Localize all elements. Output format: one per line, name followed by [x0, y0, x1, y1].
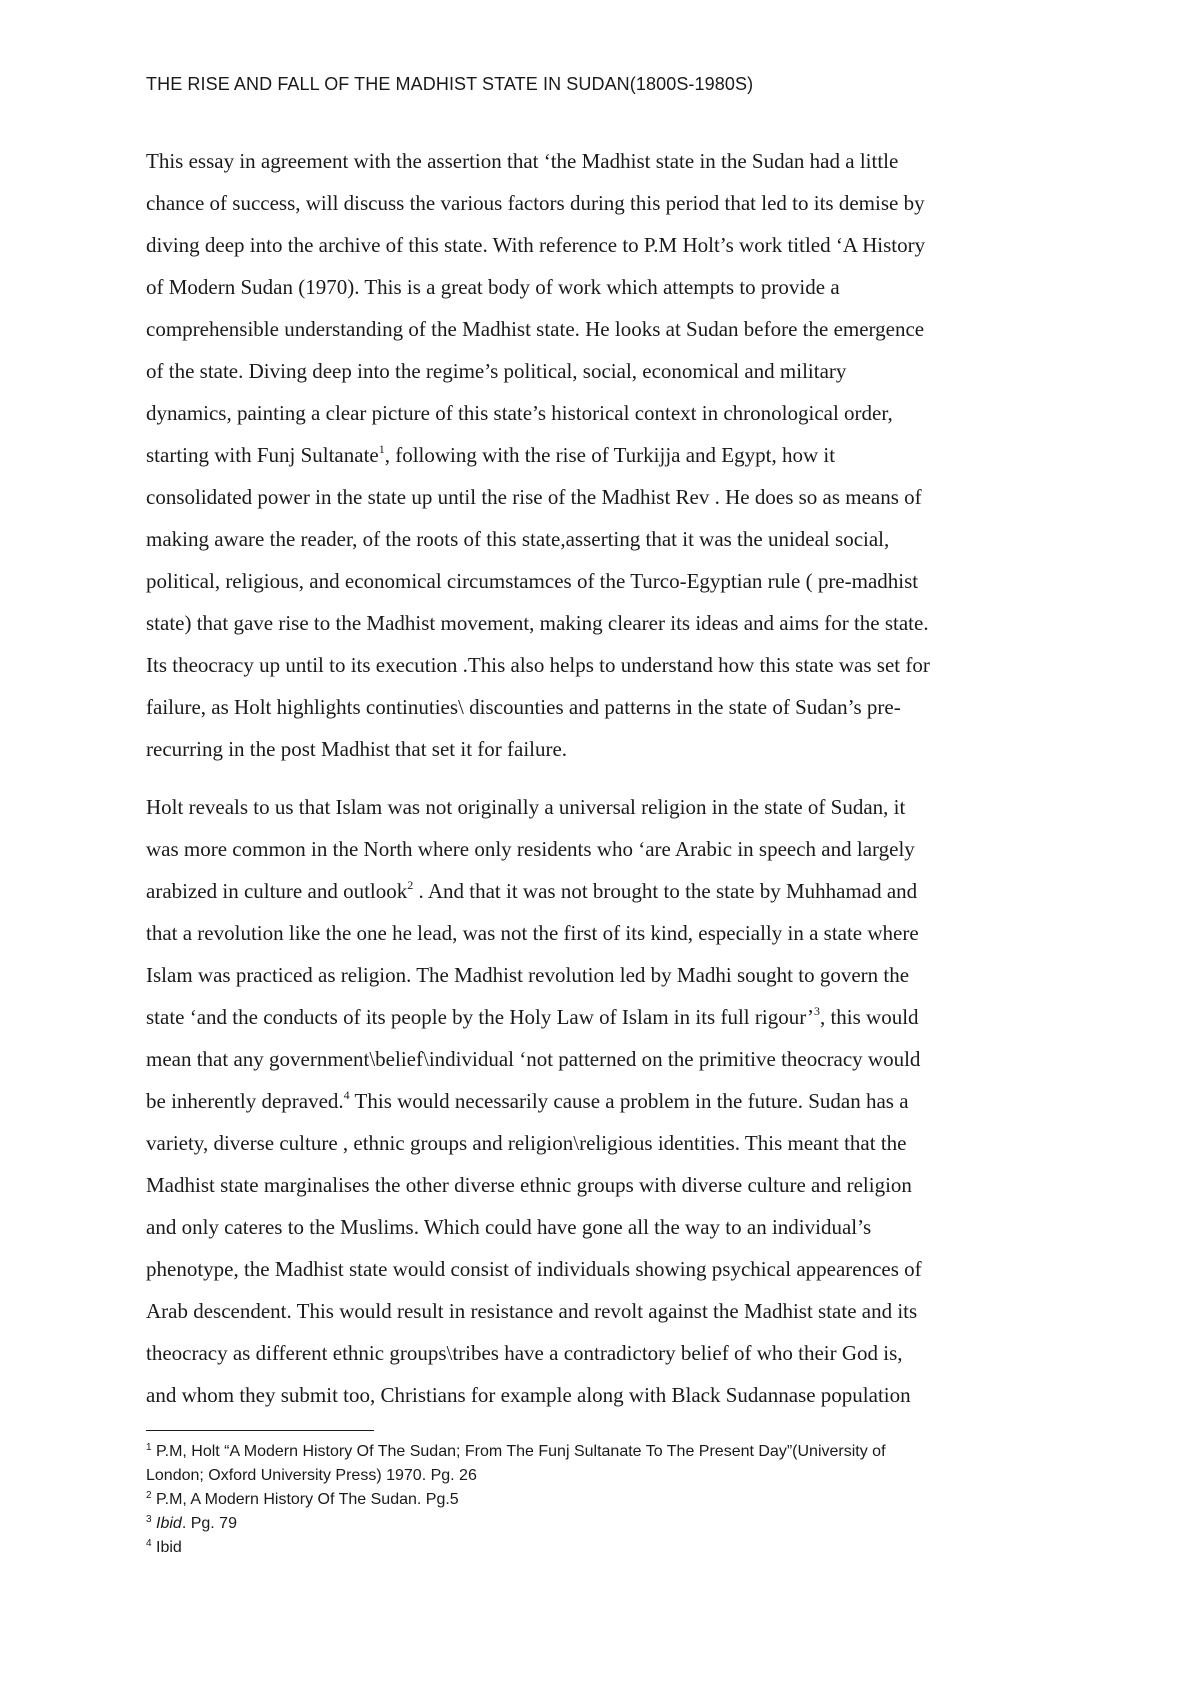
text-line: chance of success, will discuss the various factors during this period that led to its demise by — [146, 191, 925, 215]
footnote-reference[interactable]: 4 — [343, 1088, 350, 1102]
text-line: of the state. Diving deep into the regime’s political, social, economical and military — [146, 359, 847, 383]
text-line: was more common in the North where only residents who ‘are Arabic in speech and largely — [146, 837, 915, 861]
footnote-ibid-italic: Ibid — [156, 1515, 182, 1532]
footnote-4 — [146, 1536, 1076, 1560]
text-line — [146, 996, 1076, 1038]
footnote-2 — [146, 1488, 1076, 1512]
footnote-reference[interactable]: 1 — [378, 442, 385, 456]
text-line: and whom they submit too, Christians for example along with Black Sudannase population — [146, 1383, 911, 1407]
footnote-number: 2 — [146, 1490, 152, 1501]
footnote-text: Ibid — [151, 1539, 182, 1556]
text-line: diving deep into the archive of this state. With reference to P.M Holt’s work titled ‘A History — [146, 233, 926, 257]
text-line: phenotype, the Madhist state would consist of individuals showing psychical appearences of — [146, 1257, 922, 1281]
footnote-number: 4 — [146, 1538, 152, 1549]
text-segment: starting with Funj Sultanate — [146, 443, 379, 467]
footnote-reference[interactable]: 3 — [813, 1004, 820, 1018]
text-line: consolidated power in the state up until the rise of the Madhist Rev . He does so as means of — [146, 485, 922, 509]
footnote-1-continuation: London; Oxford University Press) 1970. Pg. 26 — [146, 1467, 477, 1484]
text-line: dynamics, painting a clear picture of this state’s historical context in chronological order, — [146, 401, 893, 425]
text-line: and only cateres to the Muslims. Which could have gone all the way to an individual’s — [146, 1215, 872, 1239]
paragraph-2 — [146, 786, 1076, 1416]
text-segment: This would necessarily cause a problem in the future. Sudan has a — [349, 1089, 909, 1113]
paragraph-1 — [146, 140, 1076, 770]
text-segment: be inherently depraved. — [146, 1089, 344, 1113]
footnote-text: P.M, A Modern History Of The Sudan. Pg.5 — [151, 1491, 459, 1508]
footnote-3 — [146, 1512, 1076, 1536]
text-line: Madhist state marginalises the other diverse ethnic groups with diverse culture and religion — [146, 1173, 912, 1197]
footnote-number: 1 — [146, 1442, 152, 1453]
text-line: Its theocracy up until to its execution .This also helps to understand how this state was set for — [146, 653, 930, 677]
text-line: This essay in agreement with the assertion that ‘the Madhist state in the Sudan had a little — [146, 149, 899, 173]
footnote-reference[interactable]: 2 — [407, 878, 414, 892]
text-line: mean that any government\belief\individual ‘not patterned on the primitive theocracy would — [146, 1047, 921, 1071]
text-line — [146, 1080, 1076, 1122]
footnote-number: 3 — [146, 1514, 152, 1525]
text-line: of Modern Sudan (1970). This is a great body of work which attempts to provide a — [146, 275, 840, 299]
text-segment: arabized in culture and outlook — [146, 879, 408, 903]
text-line: recurring in the post Madhist that set it for failure. — [146, 737, 568, 761]
text-line: political, religious, and economical circumstamces of the Turco-Egyptian rule ( pre-madhist — [146, 569, 919, 593]
footnote-text: P.M, Holt “A Modern History Of The Sudan; From The Funj Sultanate To The Present Day”(University of — [151, 1443, 886, 1460]
text-line — [146, 434, 1076, 476]
footnotes — [146, 1440, 1076, 1560]
text-segment: state ‘and the conducts of its people by the Holy Law of Islam in its full rigour’ — [146, 1005, 814, 1029]
text-line: state) that gave rise to the Madhist movement, making clearer its ideas and aims for the state. — [146, 611, 929, 635]
text-line: making aware the reader, of the roots of this state,asserting that it was the unideal social, — [146, 527, 890, 551]
text-line — [146, 870, 1076, 912]
footnote-separator — [146, 1430, 374, 1431]
text-line: failure, as Holt highlights continuties\ discounties and patterns in the state of Sudan’s pre- — [146, 695, 901, 719]
footnote-1 — [146, 1440, 1076, 1464]
text-line: that a revolution like the one he lead, was not the first of its kind, especially in a state where — [146, 921, 919, 945]
footnote-text: . Pg. 79 — [181, 1515, 237, 1532]
text-line: theocracy as different ethnic groups\tribes have a contradictory belief of who their God is, — [146, 1341, 903, 1365]
text-line: Holt reveals to us that Islam was not originally a universal religion in the state of Sudan, it — [146, 795, 906, 819]
text-segment: . And that it was not brought to the state by Muhhamad and — [413, 879, 918, 903]
text-line: comprehensible understanding of the Madhist state. He looks at Sudan before the emergence — [146, 317, 925, 341]
text-line: variety, diverse culture , ethnic groups and religion\religious identities. This meant that the — [146, 1131, 907, 1155]
text-segment: , following with the rise of Turkijja and Egypt, how it — [384, 443, 836, 467]
text-line: Islam was practiced as religion. The Madhist revolution led by Madhi sought to govern the — [146, 963, 910, 987]
text-segment: , this would — [819, 1005, 919, 1029]
page-title: THE RISE AND FALL OF THE MADHIST STATE IN SUDAN(1800S-1980S) — [146, 74, 754, 94]
text-line: Arab descendent. This would result in resistance and revolt against the Madhist state and its — [146, 1299, 918, 1323]
